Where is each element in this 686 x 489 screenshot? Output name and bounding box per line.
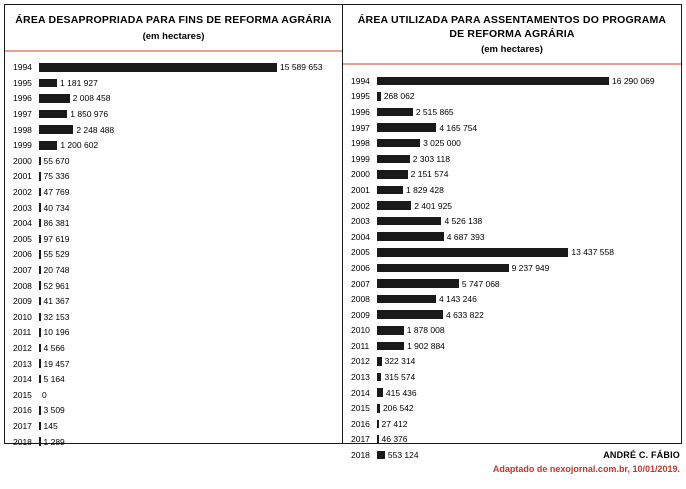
value-label: 2 248 488 [76, 124, 115, 135]
value-label: 19 457 [43, 358, 70, 369]
chart-row [13, 418, 336, 434]
bar-wrapper [39, 78, 336, 88]
category-label: 1997 [13, 109, 32, 120]
value-label: 32 153 [43, 311, 70, 322]
chart-body-right [343, 65, 681, 469]
bar [39, 79, 57, 88]
chart-row [13, 215, 336, 231]
bar-wrapper [377, 356, 675, 366]
category-label: 2010 [13, 311, 32, 322]
bar [39, 172, 41, 181]
bar-wrapper [39, 296, 336, 306]
bar-wrapper [377, 169, 675, 179]
category-label: 2004 [351, 231, 370, 242]
bar-wrapper [39, 234, 336, 244]
bar-wrapper [39, 62, 336, 72]
value-label: 46 376 [381, 434, 408, 445]
value-label: 97 619 [43, 233, 70, 244]
category-label: 2013 [13, 358, 32, 369]
bar [377, 310, 443, 319]
category-label: 1998 [13, 124, 32, 135]
chart-row [351, 354, 675, 370]
chart-row [351, 151, 675, 167]
bar-wrapper [377, 341, 675, 351]
chart-row [13, 231, 336, 247]
chart-row [13, 403, 336, 419]
bar-wrapper [377, 123, 675, 133]
bar-wrapper [39, 390, 336, 400]
chart-subtitle-right: (em hectares) [481, 44, 543, 55]
bar-wrapper [377, 91, 675, 101]
chart-row [351, 416, 675, 432]
value-label: 2 008 458 [72, 93, 111, 104]
bar-wrapper [377, 76, 675, 86]
chart-row [351, 307, 675, 323]
bar-wrapper [39, 437, 336, 447]
value-label: 4 165 754 [439, 122, 478, 133]
category-label: 1995 [13, 77, 32, 88]
chart-row [351, 182, 675, 198]
bar-wrapper [377, 403, 675, 413]
bar [377, 123, 436, 132]
value-label: 4 687 393 [446, 231, 485, 242]
bar [377, 420, 379, 429]
chart-row [13, 247, 336, 263]
bar [39, 125, 73, 134]
category-label: 1994 [13, 62, 32, 73]
category-label: 2002 [351, 200, 370, 211]
bar-wrapper [377, 201, 675, 211]
category-label: 1996 [351, 106, 370, 117]
chart-title-right: ÁREA UTILIZADA PARA ASSENTAMENTOS DO PROGRAMA DE REFORMA AGRÁRIA [357, 14, 667, 40]
chart-row [351, 432, 675, 448]
value-label: 3 025 000 [423, 138, 461, 149]
value-label: 1 878 008 [406, 325, 445, 336]
category-label: 2001 [13, 171, 32, 182]
bar [377, 186, 403, 195]
value-label: 145 [43, 420, 58, 431]
category-label: 2006 [351, 262, 370, 273]
bar-wrapper [377, 372, 675, 382]
chart-row [351, 135, 675, 151]
value-label: 9 237 949 [511, 262, 550, 273]
bar-wrapper [39, 265, 336, 275]
bar [377, 232, 444, 241]
value-label: 4 526 138 [444, 216, 483, 227]
chart-row [13, 434, 336, 450]
chart-row [13, 122, 336, 138]
credit-author: ANDRÉ C. FÁBIO [603, 450, 680, 460]
bar [39, 422, 41, 431]
bar [39, 313, 41, 322]
chart-row [351, 338, 675, 354]
bar-wrapper [39, 327, 336, 337]
chart-row [351, 198, 675, 214]
bar-wrapper [39, 421, 336, 431]
category-label: 2017 [351, 434, 370, 445]
category-label: 2006 [13, 249, 32, 260]
bar-wrapper [377, 419, 675, 429]
category-label: 2016 [13, 405, 32, 416]
category-label: 2007 [351, 278, 370, 289]
category-label: 2017 [13, 420, 32, 431]
bar-wrapper [377, 107, 675, 117]
chart-body-left [5, 52, 342, 456]
bar-wrapper [377, 263, 675, 273]
value-label: 3 509 [43, 405, 65, 416]
bar-wrapper [377, 216, 675, 226]
bar [39, 203, 41, 212]
value-label: 322 314 [384, 356, 416, 367]
value-label: 1 829 428 [406, 184, 444, 195]
category-label: 2003 [351, 216, 370, 227]
value-label: 553 124 [387, 450, 419, 461]
bar-wrapper [377, 247, 675, 257]
bar [377, 108, 413, 117]
value-label: 40 734 [43, 202, 70, 213]
bar [39, 297, 41, 306]
bar [377, 295, 436, 304]
value-label: 4 633 822 [445, 309, 484, 320]
chart-row [13, 169, 336, 185]
chart-row [351, 104, 675, 120]
category-label: 2018 [351, 450, 370, 461]
bar [39, 235, 41, 244]
bar [377, 435, 379, 444]
chart-row [13, 75, 336, 91]
chart-header-right [343, 5, 681, 65]
bar [39, 219, 41, 228]
value-label: 41 367 [43, 296, 70, 307]
value-label: 1 850 976 [70, 109, 109, 120]
value-label: 27 412 [381, 418, 408, 429]
category-label: 2012 [13, 342, 32, 353]
value-label: 2 303 118 [412, 153, 450, 164]
bar [39, 141, 57, 150]
bar-wrapper [39, 218, 336, 228]
value-label: 55 670 [43, 155, 70, 166]
chart-row [13, 293, 336, 309]
chart-row [13, 262, 336, 278]
bar [39, 375, 41, 384]
bar-wrapper [377, 154, 675, 164]
chart-row [351, 369, 675, 385]
chart-row [13, 91, 336, 107]
bar [39, 344, 41, 353]
chart-panel-desapropriada [5, 5, 343, 447]
value-label: 86 381 [43, 218, 70, 229]
chart-row [351, 276, 675, 292]
category-label: 2011 [13, 327, 32, 338]
category-label: 2003 [13, 202, 32, 213]
bar [39, 188, 41, 197]
bar [377, 92, 381, 101]
bar-wrapper [39, 249, 336, 259]
value-label: 20 748 [43, 265, 70, 276]
bar [377, 77, 609, 86]
bar-wrapper [377, 310, 675, 320]
bar [377, 170, 408, 179]
category-label: 2009 [13, 296, 32, 307]
chart-row [351, 120, 675, 136]
category-label: 2014 [351, 387, 370, 398]
bar-wrapper [377, 232, 675, 242]
category-label: 2002 [13, 187, 32, 198]
bar-wrapper [39, 405, 336, 415]
bar-wrapper [39, 187, 336, 197]
bar [377, 217, 441, 226]
category-label: 2005 [351, 247, 370, 258]
category-label: 2000 [351, 169, 370, 180]
chart-row [351, 89, 675, 105]
bar-wrapper [39, 203, 336, 213]
bar-wrapper [377, 185, 675, 195]
bar [377, 451, 385, 460]
category-label: 1996 [13, 93, 32, 104]
bar [39, 250, 41, 259]
chart-row [13, 356, 336, 372]
bar-wrapper [39, 281, 336, 291]
chart-row [13, 153, 336, 169]
value-label: 5 164 [43, 374, 65, 385]
bar [39, 359, 41, 368]
bar [39, 406, 41, 415]
chart-row [13, 184, 336, 200]
value-label: 315 574 [384, 372, 416, 383]
chart-row [351, 167, 675, 183]
chart-row [13, 387, 336, 403]
bar [377, 388, 383, 397]
value-label: 13 437 558 [571, 247, 614, 258]
value-label: 2 515 865 [415, 106, 454, 117]
bar [377, 248, 568, 257]
bar-wrapper [39, 171, 336, 181]
value-label: 1 181 927 [60, 77, 98, 88]
chart-row [351, 291, 675, 307]
chart-subtitle-left: (em hectares) [142, 30, 205, 42]
value-label: 47 769 [43, 187, 70, 198]
value-label: 2 401 925 [414, 200, 453, 211]
bar-wrapper [377, 434, 675, 444]
bar [377, 139, 420, 148]
bar [39, 328, 41, 337]
value-label: 206 542 [382, 403, 414, 414]
bar-wrapper [39, 140, 336, 150]
credits [493, 450, 680, 474]
category-label: 2013 [351, 372, 370, 383]
bar-wrapper [377, 138, 675, 148]
value-label: 15 589 653 [280, 62, 323, 73]
chart-row [13, 106, 336, 122]
category-label: 1998 [351, 138, 370, 149]
value-label: 2 151 574 [410, 169, 449, 180]
category-label: 1997 [351, 122, 370, 133]
category-label: 2010 [351, 325, 370, 336]
value-label: 1 289 [43, 436, 65, 447]
bar [377, 404, 380, 413]
value-label: 16 290 069 [612, 75, 655, 86]
category-label: 2001 [351, 184, 370, 195]
chart-row [351, 229, 675, 245]
category-label: 2007 [13, 265, 32, 276]
bar-wrapper [377, 388, 675, 398]
bar [377, 342, 404, 351]
chart-row [351, 213, 675, 229]
value-label: 10 196 [43, 327, 70, 338]
chart-row [13, 340, 336, 356]
bar-wrapper [39, 125, 336, 135]
bar-wrapper [39, 156, 336, 166]
bar [377, 201, 411, 210]
category-label: 2014 [13, 374, 32, 385]
bar [377, 357, 382, 366]
value-label: 75 336 [43, 171, 70, 182]
bar [39, 63, 277, 72]
bar [377, 326, 404, 335]
bar [39, 110, 67, 119]
chart-header-left [5, 5, 342, 52]
chart-row [13, 278, 336, 294]
chart-row [13, 137, 336, 153]
chart-row [351, 245, 675, 261]
bar [39, 94, 70, 103]
category-label: 2005 [13, 233, 32, 244]
value-label: 5 747 068 [461, 278, 500, 289]
category-label: 2015 [13, 389, 32, 400]
bar-wrapper [377, 279, 675, 289]
category-label: 2016 [351, 418, 370, 429]
bar-wrapper [39, 312, 336, 322]
category-label: 2004 [13, 218, 32, 229]
category-label: 1999 [351, 153, 370, 164]
bar-wrapper [39, 374, 336, 384]
category-label: 2011 [351, 340, 370, 351]
category-label: 2012 [351, 356, 370, 367]
chart-row [13, 325, 336, 341]
chart-row [351, 73, 675, 89]
bar-wrapper [39, 93, 336, 103]
chart-row [351, 385, 675, 401]
bar [377, 279, 459, 288]
category-label: 1995 [351, 91, 370, 102]
chart-row [13, 371, 336, 387]
bar [377, 373, 381, 382]
chart-row [351, 260, 675, 276]
chart-row [351, 323, 675, 339]
bar [377, 155, 410, 164]
category-label: 2018 [13, 436, 32, 447]
category-label: 2015 [351, 403, 370, 414]
value-label: 4 566 [43, 342, 65, 353]
value-label: 415 436 [385, 387, 417, 398]
value-label: 268 062 [383, 91, 415, 102]
category-label: 1999 [13, 140, 32, 151]
bar-wrapper [39, 359, 336, 369]
category-label: 2008 [13, 280, 32, 291]
chart-row [13, 200, 336, 216]
value-label: 52 961 [43, 280, 70, 291]
chart-row [351, 400, 675, 416]
value-label: 55 529 [43, 249, 70, 260]
chart-row [13, 309, 336, 325]
chart-row [13, 60, 336, 76]
bar [39, 157, 41, 166]
bar [39, 437, 41, 446]
value-label: 4 143 246 [439, 294, 477, 305]
category-label: 2008 [351, 294, 370, 305]
category-label: 1994 [351, 75, 370, 86]
bar [39, 281, 41, 290]
bar-wrapper [39, 109, 336, 119]
bar-wrapper [377, 325, 675, 335]
value-label: 1 200 602 [60, 140, 99, 151]
chart-title-left: ÁREA DESAPROPRIADA PARA FINS DE REFORMA AGRÁRIA [15, 14, 332, 26]
category-label: 2000 [13, 155, 32, 166]
category-label: 2009 [351, 309, 370, 320]
bar [39, 266, 41, 275]
bar-wrapper [377, 294, 675, 304]
bar [377, 264, 509, 273]
value-label: 1 902 884 [407, 340, 445, 351]
credit-source: Adaptado de nexojornal.com.br, 10/01/2019. [492, 464, 680, 474]
value-label: 0 [42, 389, 47, 400]
bar-wrapper [39, 343, 336, 353]
